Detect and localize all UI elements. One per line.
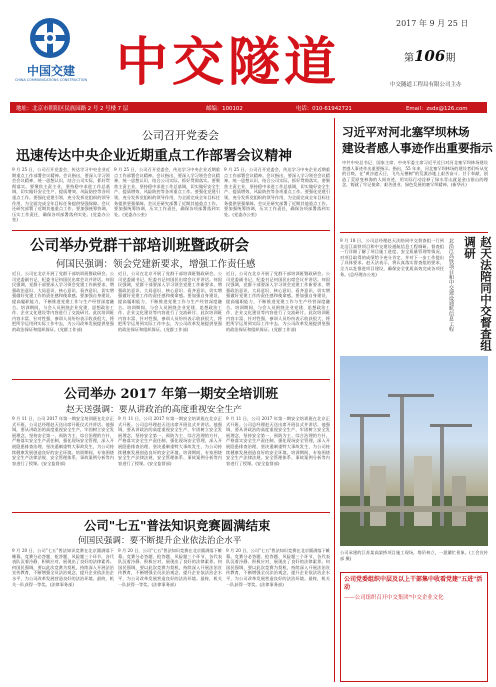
publisher: 中交隧道工程局有限公司主办: [390, 82, 462, 88]
issue-date: 2017 年 9 月 25 日: [396, 19, 469, 28]
article1-body-col3: 9 月 25 日，公司召开党委会，传达学习中央企业近期重点工作部署会议精神。会议指出，要深入学习领会会议精神，统一思想认识，结合公司实际，抓好贯彻落实。要聚焦主责主业，坚持稳中求进工作总基调，切实做好安全生产、提质增效、风险防控等各项重点工作。要强化党建引领，充分发挥党组织的领导作用，为全面完成全年目标任务提供坚强保障。会议还研究部署了近期其他重点工作。要加强统筹协调，压实工作责任，确保各项部署落到实处。(党委办公室): [224, 167, 330, 217]
article2-headline: 公司举办党群干部培训班暨政研会: [30, 237, 249, 254]
right-mid-body: 9 月 18 日，公司总经理赵天法陪同中交督查组一行到北沿江高铁项目和中交建设通航信息工程调研。督查组一行详细了解了项目施工进度、安全质量管理等情况，对项目取得的成绩给予充分肯定，并对下一步工作提出了具体要求。赵天法表示，将认真落实督查组的要求，全力以赴推进项目建设，确保安全优质高效完成各项任务。(总经理办公室): [340, 238, 444, 277]
bottom-notice-box: [340, 572, 488, 682]
bottom-notice-line2: ——公司组织召开中交集团"中交企业文化: [344, 595, 444, 601]
article1-headline: 迅速传达中央企业近期重点工作部署会议精神: [16, 148, 292, 164]
article2-body-col1: 近日，公司在北京开展了党群干部培训班暨政研会。公司党委副书记、纪委书记何国民出席会议并讲话。何国民强调，党群干部要深入学习领会党建工作新要求，增强政治意识、大局意识、核心意识、看齐意识，切实增强做好党建工作的责任感和使命感。要加强自身建设，提高履职能力，不断推进党建工作与生产经营深度融合。培训期间，与会人员围绕企业党建、思想政治工作、企业文化建设等内容进行了交流研讨。此次培训班内容丰富、针对性强，参训人员纷纷表示收获很大，将把所学运用到实际工作中去，为公司改革发展提供坚强的政治保证和组织保证。(党群工作部): [12, 271, 114, 332]
bottom-notice-line1: 公司党委组织中层及以上干部集中收看党建"五进"活动: [344, 576, 483, 591]
issue-number: 第106期: [404, 47, 456, 65]
masthead: [0, 0, 496, 100]
divider-2: [12, 379, 330, 380]
info-email: Email：zsdx@126.com: [406, 106, 468, 112]
article2-body-col2: 近日，公司在北京开展了党群干部培训班暨政研会。公司党委副书记、纪委书记何国民出席会议并讲话。何国民强调，党群干部要深入学习领会党建工作新要求，增强政治意识、大局意识、核心意识、看齐意识，切实增强做好党建工作的责任感和使命感。要加强自身建设，提高履职能力，不断推进党建工作与生产经营深度融合。培训期间，与会人员围绕企业党建、思想政治工作、企业文化建设等内容进行了交流研讨。此次培训班内容丰富、针对性强，参训人员纷纷表示收获很大，将把所学运用到实际工作中去，为公司改革发展提供坚强的政治保证和组织保证。(党群工作部): [118, 271, 222, 332]
article4-subheadline: 何国民强调：要不断提升企业依法治企水平: [78, 536, 242, 546]
article4-body-col3: 9 月 20 日，公司"七五"普法知识竞赛在北京圆满落下帷幕。竞赛分必答题、抢答题、风险题三个环节，各代表队沉着冷静、积极应对，展现出了良好的法律素养。何国民强调，要以此次竞赛为契机，持续深入开展法治宣传教育，不断增强全员法治观念，提升企业依法治企水平，为公司改革发展营造良好的法治环境。最终，机关一队获得一等奖。(法律事务部): [226, 548, 330, 587]
right-mid-vertical-subtitle: 北沿江高铁项目和中交建设通航信息工程: [448, 238, 454, 332]
article3-subheadline: 赵天送强调：要从讲政治的高度重视安全生产: [66, 405, 242, 415]
info-bar: [10, 102, 487, 113]
article2-subheadline: 何国民强调：领会党建新要求，增强工作责任感: [56, 259, 256, 270]
article3-body-col2: 9 月 11 日，公司 2017 年第一期安全培训班在北京正式开班。公司总经理赵天送出席开班仪式并讲话。他强调，要从讲政治的高度重视安全生产，牢固树立安全发展理念，坚持安全第一、预防为主、综合治理的方针，严格落实安全生产责任制，强化现场安全管理，深入开展隐患排查治理，坚决遏制重特大事故发生，为公司持续健康发展创造良好的安全环境。培训期间，专家围绕安全生产法律法规、安全管理体系、事故案例分析等内容进行了授课。(安全监督部): [118, 416, 222, 466]
right-top-headline-2: 建设者感人事迹作出重要指示: [342, 141, 493, 155]
divider-3: [12, 512, 330, 513]
construction-photo: [340, 356, 488, 546]
logo-cn: 中国交建: [26, 64, 75, 78]
right-top-body: 中共中央总书记、国家主席、中央军委主席习近平近日对河北塞罕坝林场建设者感人事迹作出重要指示。指出，55 年来，河北塞罕坝林场的建设者们听从党的召唤，在"黄沙遮天日，飞鸟无栖树"的荒漠沙地上艰苦奋斗、甘于奉献，创造了荒原变林海的人间奇迹，用实际行动诠释了绿水青山就是金山银山的理念，铸就了牢记使命、艰苦创业、绿色发展的塞罕坝精神。(新华社): [342, 160, 488, 188]
right-mid-vertical-title: 赵天法陪同中交督查组调研: [463, 236, 493, 351]
article1-body-col1: 9 月 25 日，公司召开党委会，传达学习中央企业近期重点工作部署会议精神。会议指出，要深入学习领会会议精神，统一思想认识，结合公司实际，抓好贯彻落实。要聚焦主责主业，坚持稳中求进工作总基调，切实做好安全生产、提质增效、风险防控等各项重点工作。要强化党建引领，充分发挥党组织的领导作用，为全面完成全年目标任务提供坚强保障。会议还研究部署了近期其他重点工作。要加强统筹协调，压实工作责任，确保各项部署落到实处。(党委办公室): [12, 167, 110, 223]
divider-1: [12, 230, 330, 231]
article4-headline: 公司"七五"普法知识竞赛圆满结束: [84, 518, 271, 533]
info-address: 地址：北京市朝阳区民族园路 2 号 2 号楼 7 层: [16, 106, 129, 112]
info-phone: 电话：010-61942721: [296, 106, 352, 112]
photo-caption: 公司承建的江苏某高架桥项目施工现场，塔吊林立，一派繁忙景象。(工会宣传部 摄): [340, 550, 488, 561]
article4-body-col2: 9 月 20 日，公司"七五"普法知识竞赛在北京圆满落下帷幕。竞赛分必答题、抢答题、风险题三个环节，各代表队沉着冷静、积极应对，展现出了良好的法律素养。何国民强调，要以此次竞赛为契机，持续深入开展法治宣传教育，不断增强全员法治观念，提升企业依法治企水平，为公司改革发展营造良好的法治环境。最终，机关一队获得一等奖。(法律事务部): [118, 548, 222, 587]
column-divider: [334, 118, 335, 682]
article1-body-col2: 9 月 25 日，公司召开党委会，传达学习中央企业近期重点工作部署会议精神。会议指出，要深入学习领会会议精神，统一思想认识，结合公司实际，抓好贯彻落实。要聚焦主责主业，坚持稳中求进工作总基调，切实做好安全生产、提质增效、风险防控等各项重点工作。要强化党建引领，充分发挥党组织的领导作用，为全面完成全年目标任务提供坚强保障。会议还研究部署了近期其他重点工作。要加强统筹协调，压实工作责任，确保各项部署落到实处。(党委办公室): [114, 167, 220, 217]
logo-en: CHINA COMMUNICATIONS CONSTRUCTION: [15, 78, 87, 82]
article3-body-col1: 9 月 11 日，公司 2017 年第一期安全培训班在北京正式开班。公司总经理赵天送出席开班仪式并讲话。他强调，要从讲政治的高度重视安全生产，牢固树立安全发展理念，坚持安全第一、预防为主、综合治理的方针，严格落实安全生产责任制，强化现场安全管理，深入开展隐患排查治理，坚决遏制重特大事故发生，为公司持续健康发展创造良好的安全环境。培训期间，专家围绕安全生产法律法规、安全管理体系、事故案例分析等内容进行了授课。(安全监督部): [12, 416, 114, 466]
masthead-title: 中交隧道: [116, 32, 341, 93]
article4-body-col1: 9 月 20 日，公司"七五"普法知识竞赛在北京圆满落下帷幕。竞赛分必答题、抢答题、风险题三个环节，各代表队沉着冷静、积极应对，展现出了良好的法律素养。何国民强调，要以此次竞赛为契机，持续深入开展法治宣传教育，不断增强全员法治观念，提升企业依法治企水平，为公司改革发展营造良好的法治环境。最终，机关一队获得一等奖。(法律事务部): [12, 548, 114, 587]
article1-kicker: 公司召开党委会: [142, 129, 219, 142]
info-postcode: 邮编：100102: [206, 106, 243, 112]
right-top-headline-1: 习近平对河北塞罕坝林场: [342, 125, 470, 139]
article3-body-col3: 9 月 11 日，公司 2017 年第一期安全培训班在北京正式开班。公司总经理赵天送出席开班仪式并讲话。他强调，要从讲政治的高度重视安全生产，牢固树立安全发展理念，坚持安全第一、预防为主、综合治理的方针，严格落实安全生产责任制，强化现场安全管理，深入开展隐患排查治理，坚决遏制重特大事故发生，为公司持续健康发展创造良好的安全环境。培训期间，专家围绕安全生产法律法规、安全管理体系、事故案例分析等内容进行了授课。(安全监督部): [226, 416, 330, 466]
divider-right-1: [340, 232, 488, 233]
ccc-logo-icon: [28, 16, 72, 60]
article2-body-col3: 近日，公司在北京开展了党群干部培训班暨政研会。公司党委副书记、纪委书记何国民出席会议并讲话。何国民强调，党群干部要深入学习领会党建工作新要求，增强政治意识、大局意识、核心意识、看齐意识，切实增强做好党建工作的责任感和使命感。要加强自身建设，提高履职能力，不断推进党建工作与生产经营深度融合。培训期间，与会人员围绕企业党建、思想政治工作、企业文化建设等内容进行了交流研讨。此次培训班内容丰富、针对性强，参训人员纷纷表示收获很大，将把所学运用到实际工作中去，为公司改革发展提供坚强的政治保证和组织保证。(党群工作部): [226, 271, 330, 332]
article3-headline: 公司举办 2017 年第一期安全培训班: [64, 387, 279, 402]
